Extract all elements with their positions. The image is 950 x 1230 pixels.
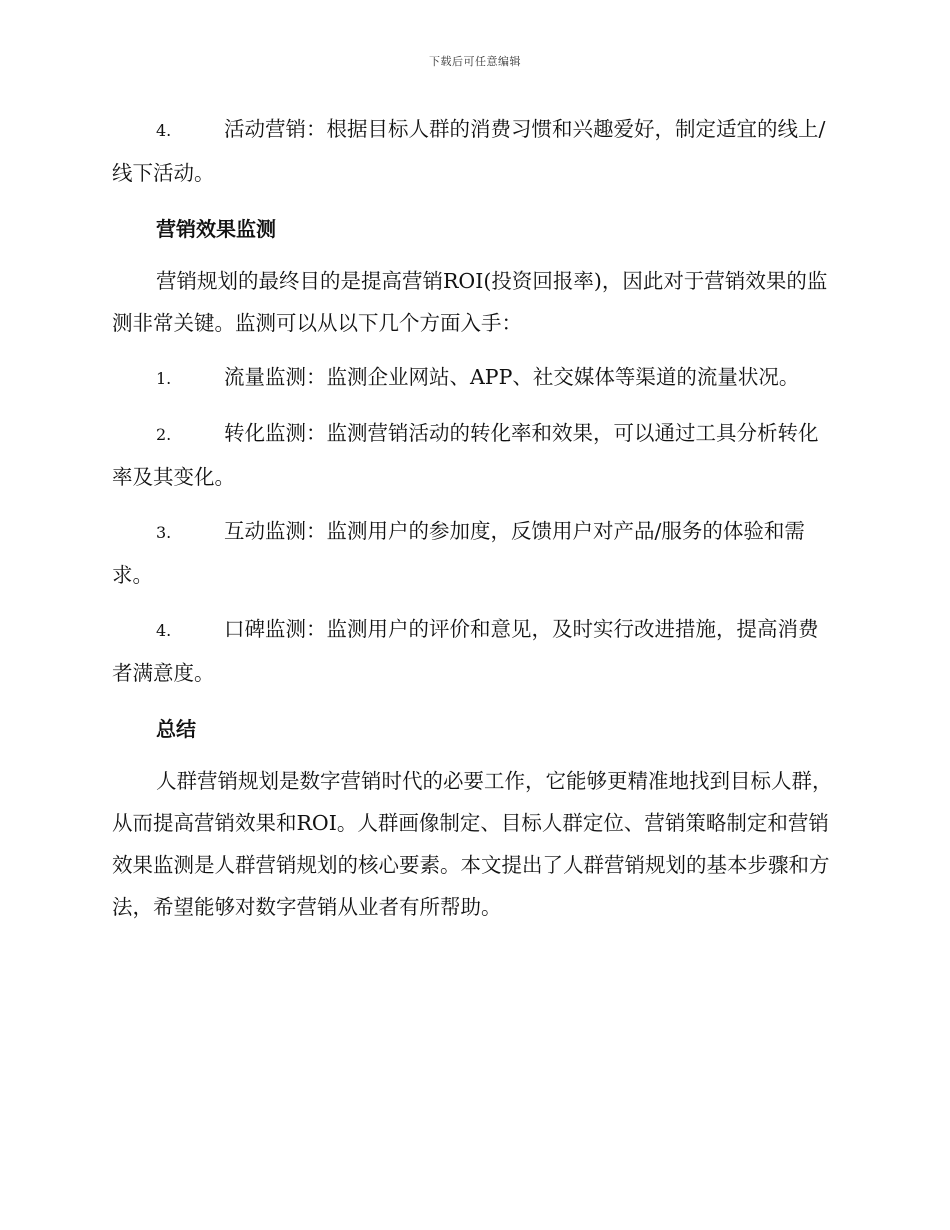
section-heading-summary: 总结 <box>156 717 196 741</box>
list-item <box>112 108 834 194</box>
list-item-number: 4. <box>156 621 172 640</box>
list-item <box>112 510 834 596</box>
list-item-number: 2. <box>156 425 172 444</box>
summary-paragraph: 人群营销规划是数字营销时代的必要工作，它能够更精准地找到目标人群，从而提高营销效果和ROI。人群画像制定、目标人群定位、营销策略制定和营销效果监测是人群营销规划的核心要素。本文提出了人群营销规划的基本步骤和方法，希望能够对数字营销从业者有所帮助。 <box>112 769 833 919</box>
list-item-text: 活动营销：根据目标人群的消费习惯和兴趣爱好，制定适宜的线上/线下活动。 <box>112 117 826 185</box>
list-item <box>112 356 834 400</box>
list-item-number: 4. <box>156 121 172 140</box>
list-item <box>112 608 834 694</box>
document-body <box>112 108 834 940</box>
section-heading-monitoring: 营销效果监测 <box>156 217 276 241</box>
list-item <box>112 412 834 498</box>
list-item-number: 1. <box>156 369 172 388</box>
list-item-text: 流量监测：监测企业网站、APP、社交媒体等渠道的流量状况。 <box>224 365 800 389</box>
list-item-text: 口碑监测：监测用户的评价和意见，及时实行改进措施，提高消费者满意度。 <box>112 617 819 685</box>
monitoring-intro-paragraph: 营销规划的最终目的是提高营销ROI(投资回报率)，因此对于营销效果的监测非常关键。监测可以从以下几个方面入手： <box>112 269 828 335</box>
page-header-note: 下载后可任意编辑 <box>429 55 521 68</box>
list-item-text: 转化监测：监测营销活动的转化率和效果，可以通过工具分析转化率及其变化。 <box>112 421 819 489</box>
list-item-number: 3. <box>156 523 172 542</box>
list-item-text: 互动监测：监测用户的参加度，反馈用户对产品/服务的体验和需求。 <box>112 519 805 587</box>
